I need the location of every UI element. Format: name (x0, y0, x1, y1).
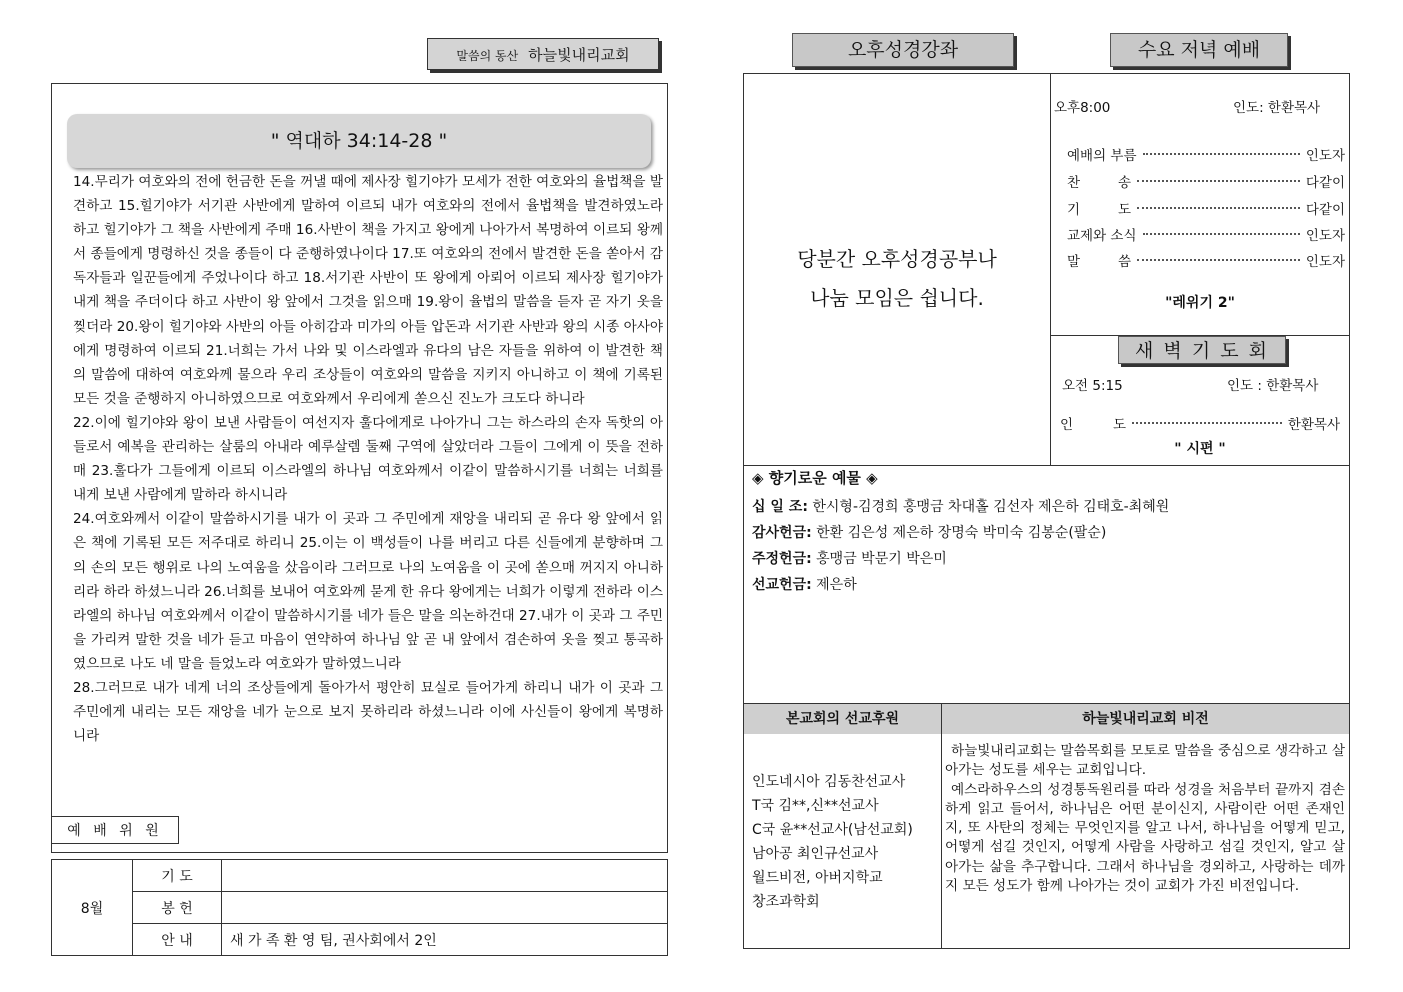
list-item: 남아공 최인규선교사 (752, 846, 879, 862)
vision-paragraph: 예스라하우스의 성경통독원리를 따라 성경을 처음부터 끝까지 겸손하게 읽고 들어서, 하나님은 어떤 분이신지, 사람이란 어떤 존재인지, 또 사탄의 정체는 무엇인지를 알고 나서, 하나님을 어떻게 믿고, 어떻게 섬길 것인지, 어떻게 사람을 사랑하고 섬길 것인지, 알고 살아가는 삶을 추구합니다. 그래서 하나님을 경외하고, 사랑하는 데까지 모든 성도가 함께 나아가는 것이 교회가 가진 비전입니다. (945, 781, 1345, 895)
table-row (52, 924, 668, 956)
divider (743, 465, 1350, 466)
vision-text (945, 742, 1345, 896)
leader-dots (1132, 422, 1282, 424)
passage-paragraph: 28.그러므로 내가 네게 너의 조상들에게 돌아가서 평안히 묘실로 들어가게 하리니 내가 이 곳과 그 주민에게 내리는 모든 재앙을 네가 눈으로 보지 못하리라 하셨느니라 이에 사신들이 왕에게 복명하니라 (73, 679, 663, 745)
wednesday-leader: 인도: 한환목사 (1233, 100, 1321, 116)
program-row (1067, 198, 1345, 218)
church-name: 하늘빛내리교회 (528, 46, 630, 64)
program-label: 말 씀 (1067, 254, 1131, 270)
leader-dots (1137, 180, 1300, 182)
church-name-tag (427, 38, 659, 70)
program-who: 다같이 (1305, 175, 1345, 191)
afternoon-notice (743, 240, 1051, 318)
leader-dots (1137, 207, 1300, 209)
dawn-leader: 인도 : 한환목사 (1227, 378, 1319, 394)
program-row (1067, 171, 1345, 191)
program-who: 인도자 (1305, 228, 1345, 244)
dawn-lead-row (1060, 413, 1340, 433)
list-item: 창조과학회 (752, 894, 820, 910)
table-row (52, 860, 668, 892)
passage-paragraph: 14.무리가 여호와의 전에 헌금한 돈을 꺼낼 때에 제사장 힐기야가 모세가 전한 여호와의 율법책을 발견하고 15.힐기야가 서기관 사반에게 말하여 이르되 내가 여호와의 전에서 율법책을 발견하였노라 하고 힐기야가 그 책을 사반에게 주매 16.사반이 책을 가지고 왕에게 나아가서 복명하여 이르되 왕께서 종들에게 명령하신 것을 종들이 다 준행하였나이다 17.또 여호와의 전에서 발견한 돈을 쏟아서 감독자들과 일꾼들에게 주었나이다 하고 18.서기관 사반이 또 왕에게 아뢰어 이르되 제사장 힐기야가 내게 책을 주더이다 하고 사반이 왕 앞에서 그것을 읽으매 19.왕이 율법의 말씀을 듣자 곧 자기 옷을 찢더라 20.왕이 힐기야와 사반의 아들 아히감과 미가의 아들 압돈과 서기관 사반과 왕의 시종 아사야에게 명령하여 이르되 21.너희는 가서 나와 및 이스라엘과 유다의 남은 자들을 위하여 이 발견한 책의 말씀에 대하여 여호와께 물으라 우리 조상들이 여호와의 말씀을 지키지 아니하고 이 책에 기록된 모든 것을 준행하지 아니하였으므로 여호와께서 우리에게 쏟으신 진노가 크도다 하니라 (73, 174, 663, 407)
offering-row: 주정헌금: 홍맹금 박문기 박은미 (752, 551, 947, 567)
program-row (1067, 250, 1345, 270)
program-label: 인 도 (1060, 417, 1126, 433)
passage-title: " 역대하 34:14-28 " (67, 114, 651, 168)
passage-paragraph: 24.여호와께서 이같이 말씀하시기를 내가 이 곳과 그 주민에게 재앙을 내리되 곧 유다 왕 앞에서 읽은 책에 기록된 모든 저주대로 하리니 25.이는 이 백성들이 나를 버리고 다른 신들에게 분향하며 그의 손의 모든 행위로 나의 노여움을 샀음이라 그러므로 나의 노여움을 이 곳에 쏟으매 꺼지지 아니하리라 하라 하셨느니라 26.너희를 보내어 여호와께 묻게 한 유다 왕에게는 너희가 이렇게 전하라 이스라엘의 하나님 여호와께서 이같이 말씀하시기를 네가 들은 말을 의논하건대 27.내가 이 곳과 그 주민을 가리켜 말한 것을 네가 듣고 마음이 연약하여 하나님 앞 곧 내 앞에서 겸손하여 옷을 찢고 통곡하였으므로 나도 네 말을 들었노라 여호와가 말하였느니라 (73, 511, 663, 672)
program-label: 찬 송 (1067, 175, 1131, 191)
program-label: 기 도 (1067, 202, 1131, 218)
program-row (1067, 144, 1345, 164)
notice-line: 당분간 오후성경공부나 (797, 247, 997, 271)
leader-dots (1143, 153, 1300, 155)
wednesday-service-header: 수요 저녁 예배 (1110, 33, 1288, 67)
offering-row: 십 일 조: 한시형-김경희 홍맹금 차대홀 김선자 제은하 김태호-최혜원 (752, 499, 1170, 515)
vision-paragraph: 하늘빛내리교회는 말씀목회를 모토로 말씀을 중심으로 생각하고 살아가는 성도를 세우는 교회입니다. (945, 743, 1345, 779)
offering-row: 감사헌금: 한환 김은성 제은하 장명숙 박미숙 김봉순(팔순) (752, 525, 1107, 541)
divider (941, 703, 942, 949)
list-item: 인도네시아 김동찬선교사 (752, 774, 906, 790)
offering-title: ◈ 향기로운 예물 ◈ (752, 469, 878, 487)
leader-dots (1137, 259, 1300, 261)
dawn-prayer-header: 새 벽 기 도 회 (1118, 336, 1286, 364)
dawn-text: " 시편 " (1174, 441, 1226, 457)
program-who: 한환목사 (1287, 417, 1340, 433)
mission-header: 본교회의 선교후원 (744, 704, 941, 734)
program-who: 인도자 (1305, 148, 1345, 164)
duty-name (222, 860, 668, 892)
wednesday-sermon: "레위기 2" (1165, 295, 1235, 311)
duty-role: 기 도 (133, 860, 222, 892)
program-row (1067, 224, 1345, 244)
duty-role: 안 내 (133, 924, 222, 956)
dawn-time: 오전 5:15 (1062, 378, 1123, 394)
notice-line: 나눔 모임은 쉽니다. (810, 286, 984, 310)
list-item: T국 김**,신**선교사 (752, 798, 879, 814)
wednesday-time: 오후8:00 (1054, 100, 1111, 116)
list-item: C국 윤**선교사(남선교회) (752, 822, 913, 838)
duty-role: 봉 헌 (133, 892, 222, 924)
program-label: 예배의 부름 (1067, 148, 1137, 164)
table-row (52, 892, 668, 924)
list-item: 월드비전, 아버지학교 (752, 870, 883, 886)
duty-name: 새 가 족 환 영 팀, 권사회에서 2인 (222, 924, 668, 956)
afternoon-class-header: 오후성경강좌 (792, 33, 1014, 67)
mission-list (752, 770, 913, 914)
leader-dots (1143, 233, 1300, 235)
worship-committee-label: 예 배 위 원 (51, 816, 179, 844)
program-who: 인도자 (1305, 254, 1345, 270)
duty-month: 8월 (52, 860, 133, 956)
vision-header: 하늘빛내리교회 비전 (942, 704, 1349, 734)
church-motto: 말씀의 동산 (456, 49, 519, 63)
duty-name (222, 892, 668, 924)
scripture-passage (73, 170, 663, 748)
duty-table (51, 859, 668, 956)
passage-paragraph: 22.이에 힐기야와 왕이 보낸 사람들이 여선지자 훌다에게로 나아가니 그는 하스라의 손자 독핫의 아들로서 예복을 관리하는 살룸의 아내라 예루살렘 둘째 구역에 살았더라 그들이 그에게 이 뜻을 전하매 23.훌다가 그들에게 이르되 이스라엘의 하나님 여호와께서 이같이 말씀하시기를 너희는 너희를 내게 보낸 사람에게 말하라 하시니라 (73, 414, 663, 504)
program-label: 교제와 소식 (1067, 228, 1137, 244)
offering-row: 선교헌금: 제은하 (752, 577, 857, 593)
program-who: 다같이 (1305, 202, 1345, 218)
